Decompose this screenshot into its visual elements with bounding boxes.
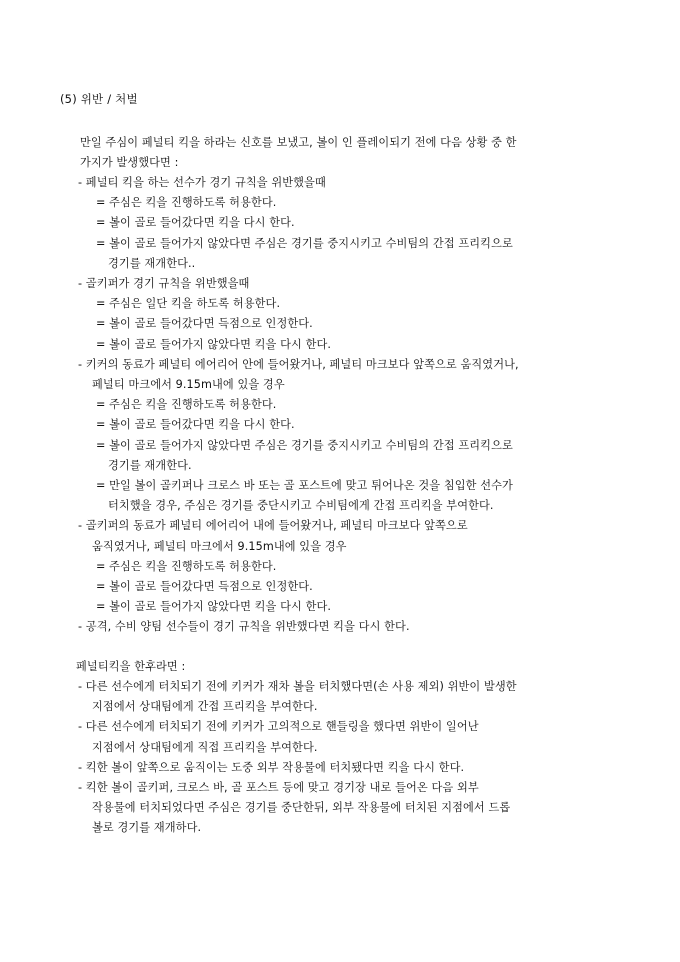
intro-line-1: 만일 주심이 페널티 킥을 하라는 신호를 보냈고, 볼이 인 플레이되기 전에 다음 상황 중 한 — [80, 136, 517, 149]
list-line: - 페널티 킥을 하는 선수가 경기 규칙을 위반했을때 — [78, 176, 326, 189]
section2-intro: 페널티킥을 한후라면 : — [76, 660, 186, 673]
list-line: = 볼이 골로 들어갔다면 킥을 다시 한다. — [96, 418, 295, 432]
list-line: - 킥한 볼이 앞쪽으로 움직이는 도중 외부 작용물에 터치됐다면 킥을 다시 한다. — [78, 760, 465, 774]
list-line: 지점에서 상대팀에게 간접 프리킥을 부여한다. — [92, 700, 318, 714]
intro-line-2: 가지가 발생했다면 : — [80, 156, 179, 169]
list-line: = 볼이 골로 들어가지 않았다면 주심은 경기를 중지시키고 수비팀의 간접 프리킥으로 — [96, 438, 513, 452]
list-line: = 볼이 골로 들어갔다면 킥을 다시 한다. — [96, 216, 295, 230]
list-line: = 주심은 일단 킥을 하도록 허용한다. — [96, 297, 281, 311]
list-line: = 볼이 골로 들어갔다면 득점으로 인정한다. — [96, 580, 313, 593]
list-line: 작용물에 터치되었다면 주심은 경기를 중단한뒤, 외부 작용물에 터치된 지점에서 드롭 — [92, 801, 511, 815]
list-line: - 킥한 볼이 골키퍼, 크로스 바, 골 포스트 등에 맞고 경기장 내로 들어온 다음 외부 — [78, 781, 479, 794]
list-line: 터치했을 경우, 주심은 경기를 중단시키고 수비팀에게 간접 프리킥을 부여한다. — [108, 499, 494, 513]
list-line: - 다른 선수에게 터치되기 전에 키커가 재차 볼을 터치했다면(손 사용 제외) 위반이 발생한 — [78, 680, 517, 693]
list-line: = 볼이 골로 들어가지 않았다면 킥을 다시 한다. — [96, 337, 332, 351]
list-line: 지점에서 상대팀에게 직접 프리킥을 부여한다. — [92, 740, 318, 754]
list-line: = 주심은 킥을 진행하도록 허용한다. — [96, 559, 277, 573]
list-line: = 볼이 골로 들어갔다면 득점으로 인정한다. — [96, 317, 313, 331]
list-line: - 공격, 수비 양팀 선수들이 경기 규칙을 위반했다면 킥을 다시 한다. — [78, 620, 410, 634]
list-line: 페널티 마크에서 9.15m내에 있을 경우 — [92, 378, 285, 391]
list-line: - 키커의 동료가 페널티 에어리어 안에 들어왔거나, 페널티 마크보다 앞쪽으로 움직였거나, — [78, 357, 519, 371]
list-line: = 주심은 킥을 진행하도록 허용한다. — [96, 196, 277, 210]
list-line: 움직였거나, 페널티 마크에서 9.15m내에 있을 경우 — [92, 539, 347, 553]
list-line: = 만일 볼이 골키퍼나 크로스 바 또는 골 포스트에 맞고 튀어나온 것을 침입한 선수가 — [96, 479, 513, 492]
list-line: - 골키퍼의 동료가 페널티 에어리어 내에 들어왔거나, 페널티 마크보다 앞쪽으로 — [78, 519, 468, 533]
list-line: = 볼이 골로 들어가지 않았다면 주심은 경기를 중지시키고 수비팀의 간접 프리킥으로 — [96, 236, 513, 250]
list-line: - 골키퍼가 경기 규칙을 위반했을때 — [78, 277, 250, 290]
list-line: 경기를 재개한다. — [108, 458, 192, 472]
list-line: = 주심은 킥을 진행하도록 허용한다. — [96, 398, 277, 412]
list-line: 볼로 경기를 재개하다. — [92, 821, 202, 835]
list-line: 경기를 재개한다.. — [108, 256, 196, 270]
section-heading: (5) 위반 / 처벌 — [60, 92, 138, 106]
list-line: = 볼이 골로 들어가지 않았다면 킥을 다시 한다. — [96, 600, 332, 614]
list-line: - 다른 선수에게 터치되기 전에 키커가 고의적으로 핸들링을 했다면 위반이 일어난 — [78, 720, 479, 734]
